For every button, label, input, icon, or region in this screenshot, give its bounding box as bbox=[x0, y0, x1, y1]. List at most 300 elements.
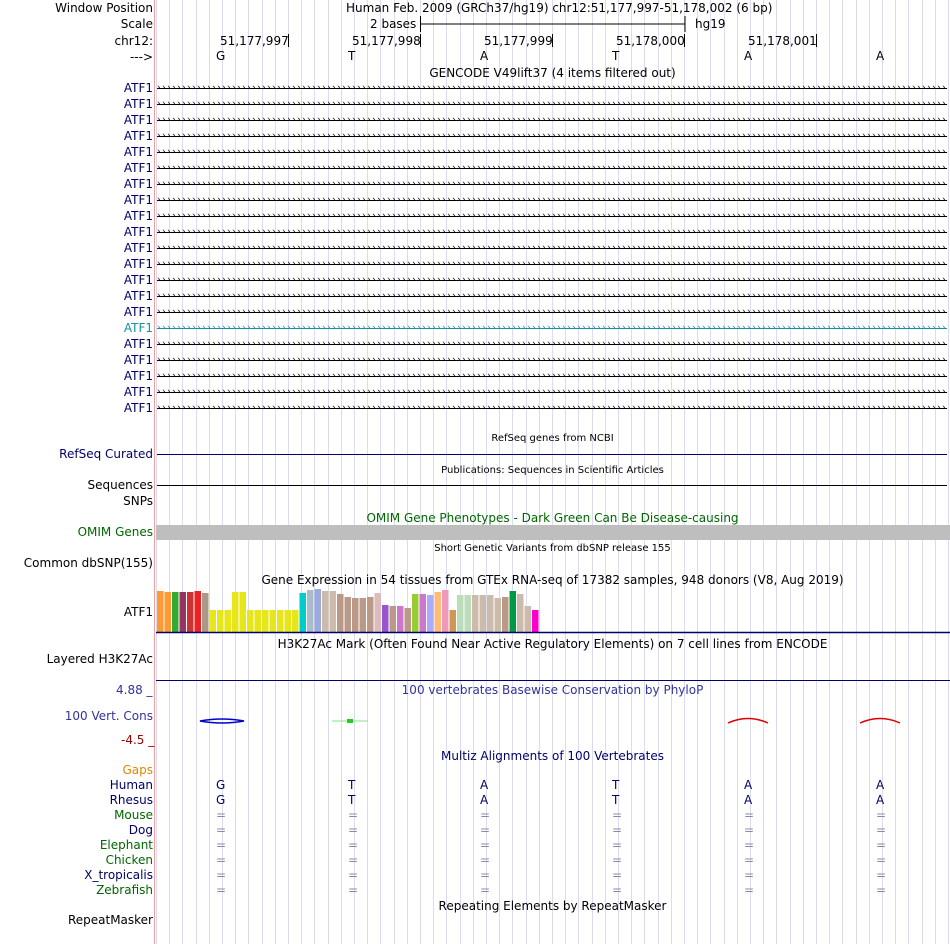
strand-arrow: › bbox=[172, 131, 176, 141]
strand-arrow: › bbox=[502, 115, 506, 125]
gtex-bar[interactable] bbox=[435, 592, 442, 632]
gtex-bar[interactable] bbox=[442, 590, 449, 632]
gencode-item-label[interactable]: ATF1 bbox=[124, 177, 153, 191]
gencode-transcript-line[interactable] bbox=[157, 360, 947, 361]
gtex-bar[interactable] bbox=[525, 606, 532, 632]
strand-arrow: › bbox=[882, 211, 886, 221]
strand-arrow: › bbox=[937, 275, 941, 285]
gencode-transcript-line[interactable] bbox=[157, 248, 947, 249]
publications-label[interactable]: Sequences bbox=[88, 478, 153, 492]
strand-arrow: › bbox=[207, 115, 211, 125]
gtex-bar[interactable] bbox=[195, 591, 202, 632]
repeatmasker-label[interactable]: RepeatMasker bbox=[68, 913, 153, 927]
gencode-item-label[interactable]: ATF1 bbox=[124, 385, 153, 399]
strand-arrow: › bbox=[417, 403, 421, 413]
strand-arrow: › bbox=[722, 259, 726, 269]
strand-arrow: › bbox=[392, 179, 396, 189]
strand-arrow: › bbox=[832, 179, 836, 189]
gtex-bar[interactable] bbox=[420, 594, 427, 632]
h3k27ac-label[interactable]: Layered H3K27Ac bbox=[47, 652, 153, 666]
strand-arrow: › bbox=[887, 195, 891, 205]
strand-arrow: › bbox=[782, 259, 786, 269]
strand-arrow: › bbox=[282, 83, 286, 93]
strand-arrow: › bbox=[372, 323, 376, 333]
gencode-transcript-line[interactable] bbox=[157, 168, 947, 169]
strand-arrow: › bbox=[337, 211, 341, 221]
strand-arrow: › bbox=[782, 163, 786, 173]
strand-arrow: › bbox=[367, 259, 371, 269]
strand-arrow: › bbox=[672, 387, 676, 397]
strand-arrow: › bbox=[552, 147, 556, 157]
gtex-bar[interactable] bbox=[165, 592, 172, 632]
strand-arrow: › bbox=[247, 179, 251, 189]
strand-arrow: › bbox=[557, 131, 561, 141]
strand-arrow: › bbox=[437, 163, 441, 173]
gtex-label[interactable]: ATF1 bbox=[124, 605, 153, 619]
strand-arrow: › bbox=[617, 323, 621, 333]
gtex-bar[interactable] bbox=[307, 590, 314, 632]
strand-arrow: › bbox=[877, 131, 881, 141]
strand-arrow: › bbox=[477, 243, 481, 253]
strand-arrow: › bbox=[307, 355, 311, 365]
gencode-item-label[interactable]: ATF1 bbox=[124, 273, 153, 287]
gtex-bar[interactable] bbox=[412, 594, 419, 632]
strand-arrow: › bbox=[312, 371, 316, 381]
strand-arrow: › bbox=[317, 99, 321, 109]
gencode-transcript-line[interactable] bbox=[157, 328, 947, 329]
strand-arrow: › bbox=[777, 275, 781, 285]
strand-arrow: › bbox=[707, 179, 711, 189]
strand-arrow: › bbox=[902, 83, 906, 93]
strand-arrow: › bbox=[872, 195, 876, 205]
ruler-tick bbox=[816, 34, 817, 47]
strand-arrow: › bbox=[472, 83, 476, 93]
gencode-item-label[interactable]: ATF1 bbox=[124, 145, 153, 159]
strand-arrow: › bbox=[922, 403, 926, 413]
strand-arrow: › bbox=[907, 131, 911, 141]
gtex-bar[interactable] bbox=[472, 595, 479, 632]
gencode-transcript-line[interactable] bbox=[157, 104, 947, 105]
strand-arrow: › bbox=[477, 179, 481, 189]
strand-arrow: › bbox=[422, 211, 426, 221]
strand-arrow: › bbox=[942, 339, 946, 349]
gencode-item-label[interactable]: ATF1 bbox=[124, 81, 153, 95]
strand-arrow: › bbox=[547, 339, 551, 349]
species-label[interactable]: Zebrafish bbox=[96, 883, 153, 897]
species-label[interactable]: Rhesus bbox=[110, 793, 153, 807]
strand-arrow: › bbox=[392, 147, 396, 157]
strand-arrow: › bbox=[337, 147, 341, 157]
strand-arrow: › bbox=[562, 115, 566, 125]
gencode-item-label[interactable]: ATF1 bbox=[124, 353, 153, 367]
strand-arrow: › bbox=[932, 307, 936, 317]
gtex-bar[interactable] bbox=[427, 595, 434, 632]
strand-arrow: › bbox=[587, 115, 591, 125]
strand-arrow: › bbox=[312, 115, 316, 125]
gtex-bar[interactable] bbox=[405, 608, 412, 632]
gtex-bar[interactable] bbox=[202, 593, 209, 632]
strand-arrow: › bbox=[637, 195, 641, 205]
strand-arrow: › bbox=[692, 131, 696, 141]
gencode-item-label[interactable]: ATF1 bbox=[124, 305, 153, 319]
strand-arrow: › bbox=[877, 243, 881, 253]
strand-arrow: › bbox=[437, 179, 441, 189]
gtex-bar[interactable] bbox=[322, 591, 329, 632]
gencode-transcript-line[interactable] bbox=[157, 344, 947, 345]
strand-arrow: › bbox=[847, 163, 851, 173]
strand-arrow: › bbox=[742, 227, 746, 237]
strand-arrow: › bbox=[442, 99, 446, 109]
strand-arrow: › bbox=[267, 307, 271, 317]
gencode-item-label[interactable]: ATF1 bbox=[124, 289, 153, 303]
strand-arrow: › bbox=[547, 147, 551, 157]
gencode-item-label[interactable]: ATF1 bbox=[124, 257, 153, 271]
strand-arrow: › bbox=[767, 323, 771, 333]
gtex-bar[interactable] bbox=[337, 594, 344, 632]
strand-arrow: › bbox=[497, 243, 501, 253]
strand-arrow: › bbox=[517, 211, 521, 221]
strand-arrow: › bbox=[822, 147, 826, 157]
gencode-item-label[interactable]: ATF1 bbox=[124, 321, 153, 335]
strand-arrow: › bbox=[567, 371, 571, 381]
gencode-transcript-line[interactable] bbox=[157, 264, 947, 265]
strand-arrow: › bbox=[472, 211, 476, 221]
species-label[interactable]: Chicken bbox=[106, 853, 153, 867]
gtex-bar[interactable] bbox=[180, 592, 187, 632]
gencode-transcript-line[interactable] bbox=[157, 152, 947, 153]
publications-line[interactable] bbox=[157, 485, 947, 486]
snps-label[interactable]: SNPs bbox=[123, 494, 153, 508]
strand-arrow: › bbox=[192, 387, 196, 397]
gtex-bar[interactable] bbox=[232, 592, 239, 632]
strand-arrow: › bbox=[807, 371, 811, 381]
strand-arrow: › bbox=[247, 371, 251, 381]
strand-arrow: › bbox=[767, 275, 771, 285]
gencode-item-label[interactable]: ATF1 bbox=[124, 369, 153, 383]
strand-arrow: › bbox=[372, 179, 376, 189]
strand-arrow: › bbox=[307, 243, 311, 253]
gtex-bar[interactable] bbox=[510, 591, 517, 632]
gencode-transcript-line[interactable] bbox=[157, 136, 947, 137]
strand-arrow: › bbox=[927, 291, 931, 301]
gtex-bar[interactable] bbox=[157, 591, 164, 632]
gencode-item-label[interactable]: ATF1 bbox=[124, 401, 153, 415]
strand-arrow: › bbox=[887, 291, 891, 301]
gencode-transcript-line[interactable] bbox=[157, 88, 947, 89]
omim-label[interactable]: OMIM Genes bbox=[78, 525, 153, 539]
strand-arrow: › bbox=[452, 259, 456, 269]
strand-arrow: › bbox=[677, 131, 681, 141]
strand-arrow: › bbox=[772, 387, 776, 397]
strand-arrow: › bbox=[707, 371, 711, 381]
gtex-bar[interactable] bbox=[397, 606, 404, 632]
gencode-item-label[interactable]: ATF1 bbox=[124, 209, 153, 223]
strand-arrow: › bbox=[417, 275, 421, 285]
strand-arrow: › bbox=[907, 179, 911, 189]
strand-arrow: › bbox=[462, 243, 466, 253]
gtex-bar[interactable] bbox=[360, 598, 367, 632]
strand-arrow: › bbox=[157, 387, 161, 397]
dbsnp-label[interactable]: Common dbSNP(155) bbox=[24, 556, 153, 570]
strand-arrow: › bbox=[372, 115, 376, 125]
gtex-bar[interactable] bbox=[270, 610, 277, 632]
gtex-bar[interactable] bbox=[262, 610, 269, 632]
strand-arrow: › bbox=[922, 83, 926, 93]
strand-arrow: › bbox=[417, 371, 421, 381]
strand-arrow: › bbox=[202, 387, 206, 397]
alignment-base: = bbox=[348, 808, 358, 822]
strand-arrow: › bbox=[402, 131, 406, 141]
repeatmasker-title: Repeating Elements by RepeatMasker bbox=[155, 899, 950, 913]
strand-arrow: › bbox=[182, 323, 186, 333]
phylop-plot[interactable] bbox=[156, 708, 950, 738]
gencode-transcript-line[interactable] bbox=[157, 184, 947, 185]
strand-arrow: › bbox=[577, 355, 581, 365]
strand-arrow: › bbox=[422, 307, 426, 317]
gtex-bar[interactable] bbox=[247, 610, 254, 632]
strand-arrow: › bbox=[317, 147, 321, 157]
species-label[interactable]: Elephant bbox=[100, 838, 153, 852]
strand-arrow: › bbox=[927, 355, 931, 365]
gtex-bar[interactable] bbox=[300, 593, 307, 632]
strand-arrow: › bbox=[252, 211, 256, 221]
strand-arrow: › bbox=[637, 163, 641, 173]
strand-arrow: › bbox=[232, 243, 236, 253]
strand-arrow: › bbox=[782, 275, 786, 285]
base-letter: T bbox=[612, 49, 619, 63]
gencode-item-label[interactable]: ATF1 bbox=[124, 241, 153, 255]
species-label[interactable]: X_tropicalis bbox=[84, 868, 153, 882]
gencode-item-label[interactable]: ATF1 bbox=[124, 193, 153, 207]
strand-arrow: › bbox=[492, 243, 496, 253]
gtex-bar[interactable] bbox=[517, 594, 524, 632]
strand-arrow: › bbox=[682, 195, 686, 205]
strand-arrow: › bbox=[157, 195, 161, 205]
gencode-transcript-line[interactable] bbox=[157, 376, 947, 377]
gtex-bar[interactable] bbox=[532, 610, 539, 632]
strand-arrow: › bbox=[892, 115, 896, 125]
strand-arrow: › bbox=[877, 355, 881, 365]
gtex-bar[interactable] bbox=[255, 610, 262, 632]
strand-arrow: › bbox=[522, 147, 526, 157]
gtex-bar[interactable] bbox=[480, 595, 487, 632]
gencode-transcript-line[interactable] bbox=[157, 408, 947, 409]
gtex-bar[interactable] bbox=[450, 610, 457, 632]
strand-arrow: › bbox=[207, 243, 211, 253]
gencode-transcript-line[interactable] bbox=[157, 392, 947, 393]
strand-arrow: › bbox=[437, 243, 441, 253]
strand-arrow: › bbox=[852, 355, 856, 365]
strand-arrow: › bbox=[782, 323, 786, 333]
gtex-bar[interactable] bbox=[352, 598, 359, 632]
alignment-base: A bbox=[876, 793, 884, 807]
strand-arrow: › bbox=[797, 115, 801, 125]
strand-arrow: › bbox=[402, 211, 406, 221]
strand-arrow: › bbox=[437, 99, 441, 109]
gtex-bar-chart[interactable] bbox=[156, 588, 950, 634]
gtex-bar[interactable] bbox=[225, 610, 232, 632]
strand-arrow: › bbox=[332, 291, 336, 301]
strand-arrow: › bbox=[482, 291, 486, 301]
gtex-bar[interactable] bbox=[502, 597, 509, 632]
strand-arrow: › bbox=[327, 371, 331, 381]
strand-arrow: › bbox=[727, 371, 731, 381]
strand-arrow: › bbox=[397, 243, 401, 253]
gtex-bar[interactable] bbox=[330, 591, 337, 632]
refseq-line[interactable] bbox=[157, 454, 947, 455]
gtex-bar[interactable] bbox=[367, 597, 374, 632]
alignment-base: A bbox=[744, 778, 752, 792]
gtex-bar[interactable] bbox=[210, 610, 217, 632]
strand-arrow: › bbox=[782, 227, 786, 237]
strand-arrow: › bbox=[932, 323, 936, 333]
strand-arrow: › bbox=[172, 307, 176, 317]
strand-arrow: › bbox=[757, 147, 761, 157]
strand-arrow: › bbox=[792, 307, 796, 317]
strand-arrow: › bbox=[332, 195, 336, 205]
strand-arrow: › bbox=[562, 99, 566, 109]
gencode-transcript-line[interactable] bbox=[157, 280, 947, 281]
strand-arrow: › bbox=[707, 259, 711, 269]
strand-arrow: › bbox=[612, 371, 616, 381]
strand-arrow: › bbox=[317, 291, 321, 301]
strand-arrow: › bbox=[652, 211, 656, 221]
refseq-label[interactable]: RefSeq Curated bbox=[59, 447, 153, 461]
strand-arrow: › bbox=[817, 403, 821, 413]
strand-arrow: › bbox=[922, 147, 926, 157]
strand-arrow: › bbox=[402, 115, 406, 125]
strand-arrow: › bbox=[722, 99, 726, 109]
strand-arrow: › bbox=[592, 403, 596, 413]
strand-arrow: › bbox=[817, 195, 821, 205]
strand-arrow: › bbox=[697, 243, 701, 253]
strand-arrow: › bbox=[892, 403, 896, 413]
strand-arrow: › bbox=[872, 339, 876, 349]
strand-arrow: › bbox=[537, 179, 541, 189]
species-label[interactable]: Dog bbox=[129, 823, 153, 837]
strand-arrow: › bbox=[457, 339, 461, 349]
strand-arrow: › bbox=[652, 275, 656, 285]
strand-arrow: › bbox=[692, 163, 696, 173]
strand-arrow: › bbox=[837, 387, 841, 397]
species-label[interactable]: Human bbox=[110, 778, 153, 792]
strand-arrow: › bbox=[177, 163, 181, 173]
strand-arrow: › bbox=[462, 83, 466, 93]
gtex-bar[interactable] bbox=[285, 610, 292, 632]
gtex-bar[interactable] bbox=[345, 597, 352, 632]
gencode-item-label[interactable]: ATF1 bbox=[124, 129, 153, 143]
gtex-bar[interactable] bbox=[382, 605, 389, 632]
gtex-bar[interactable] bbox=[457, 595, 464, 632]
strand-arrow: › bbox=[842, 387, 846, 397]
gencode-item-label[interactable]: ATF1 bbox=[124, 97, 153, 111]
gtex-bar[interactable] bbox=[277, 610, 284, 632]
strand-arrow: › bbox=[677, 339, 681, 349]
alignment-base: A bbox=[744, 793, 752, 807]
strand-arrow: › bbox=[937, 99, 941, 109]
strand-arrow: › bbox=[332, 355, 336, 365]
strand-arrow: › bbox=[512, 323, 516, 333]
gencode-item-label[interactable]: ATF1 bbox=[124, 113, 153, 127]
gencode-transcript-line[interactable] bbox=[157, 232, 947, 233]
strand-arrow: › bbox=[572, 83, 576, 93]
strand-arrow: › bbox=[517, 275, 521, 285]
strand-arrow: › bbox=[807, 387, 811, 397]
strand-arrow: › bbox=[472, 99, 476, 109]
gtex-bar[interactable] bbox=[172, 592, 179, 632]
strand-arrow: › bbox=[562, 307, 566, 317]
gencode-item-label[interactable]: ATF1 bbox=[124, 337, 153, 351]
strand-arrow: › bbox=[847, 83, 851, 93]
strand-arrow: › bbox=[187, 115, 191, 125]
phylop-label[interactable]: 100 Vert. Cons bbox=[65, 709, 153, 723]
strand-arrow: › bbox=[502, 163, 506, 173]
strand-arrow: › bbox=[452, 147, 456, 157]
strand-arrow: › bbox=[217, 163, 221, 173]
gencode-transcript-line[interactable] bbox=[157, 296, 947, 297]
gtex-bar[interactable] bbox=[390, 606, 397, 632]
strand-arrow: › bbox=[657, 339, 661, 349]
gtex-bar[interactable] bbox=[217, 610, 224, 632]
strand-arrow: › bbox=[472, 387, 476, 397]
strand-arrow: › bbox=[902, 307, 906, 317]
strand-arrow: › bbox=[277, 147, 281, 157]
strand-arrow: › bbox=[492, 227, 496, 237]
strand-arrow: › bbox=[792, 339, 796, 349]
strand-arrow: › bbox=[662, 147, 666, 157]
strand-arrow: › bbox=[917, 339, 921, 349]
strand-arrow: › bbox=[282, 131, 286, 141]
gencode-item-label[interactable]: ATF1 bbox=[124, 225, 153, 239]
gencode-transcript-line[interactable] bbox=[157, 216, 947, 217]
gencode-transcript-line[interactable] bbox=[157, 312, 947, 313]
strand-arrow: › bbox=[657, 163, 661, 173]
strand-arrow: › bbox=[197, 259, 201, 269]
strand-arrow: › bbox=[372, 387, 376, 397]
strand-arrow: › bbox=[182, 371, 186, 381]
gtex-bar[interactable] bbox=[495, 598, 502, 632]
strand-arrow: › bbox=[447, 387, 451, 397]
strand-arrow: › bbox=[257, 147, 261, 157]
strand-arrow: › bbox=[482, 275, 486, 285]
strand-arrow: › bbox=[342, 227, 346, 237]
omim-bar[interactable] bbox=[156, 525, 950, 540]
strand-arrow: › bbox=[517, 99, 521, 109]
gencode-item-label[interactable]: ATF1 bbox=[124, 161, 153, 175]
strand-arrow: › bbox=[872, 259, 876, 269]
strand-arrow: › bbox=[677, 163, 681, 173]
gencode-transcript-line[interactable] bbox=[157, 200, 947, 201]
gtex-bar[interactable] bbox=[240, 592, 247, 632]
strand-arrow: › bbox=[632, 131, 636, 141]
gtex-bar[interactable] bbox=[187, 592, 194, 632]
strand-arrow: › bbox=[847, 275, 851, 285]
strand-arrow: › bbox=[197, 371, 201, 381]
gtex-bar[interactable] bbox=[487, 595, 494, 632]
gtex-bar[interactable] bbox=[375, 593, 382, 632]
strand-arrow: › bbox=[372, 227, 376, 237]
strand-arrow: › bbox=[292, 307, 296, 317]
strand-arrow: › bbox=[847, 259, 851, 269]
gtex-bar[interactable] bbox=[465, 595, 472, 632]
gtex-bar[interactable] bbox=[292, 610, 299, 632]
species-label[interactable]: Mouse bbox=[114, 808, 153, 822]
gtex-bar[interactable] bbox=[315, 589, 322, 632]
gaps-label[interactable]: Gaps bbox=[122, 763, 153, 777]
strand-arrow: › bbox=[232, 83, 236, 93]
gencode-transcript-line[interactable] bbox=[157, 120, 947, 121]
strand-arrow: › bbox=[622, 387, 626, 397]
